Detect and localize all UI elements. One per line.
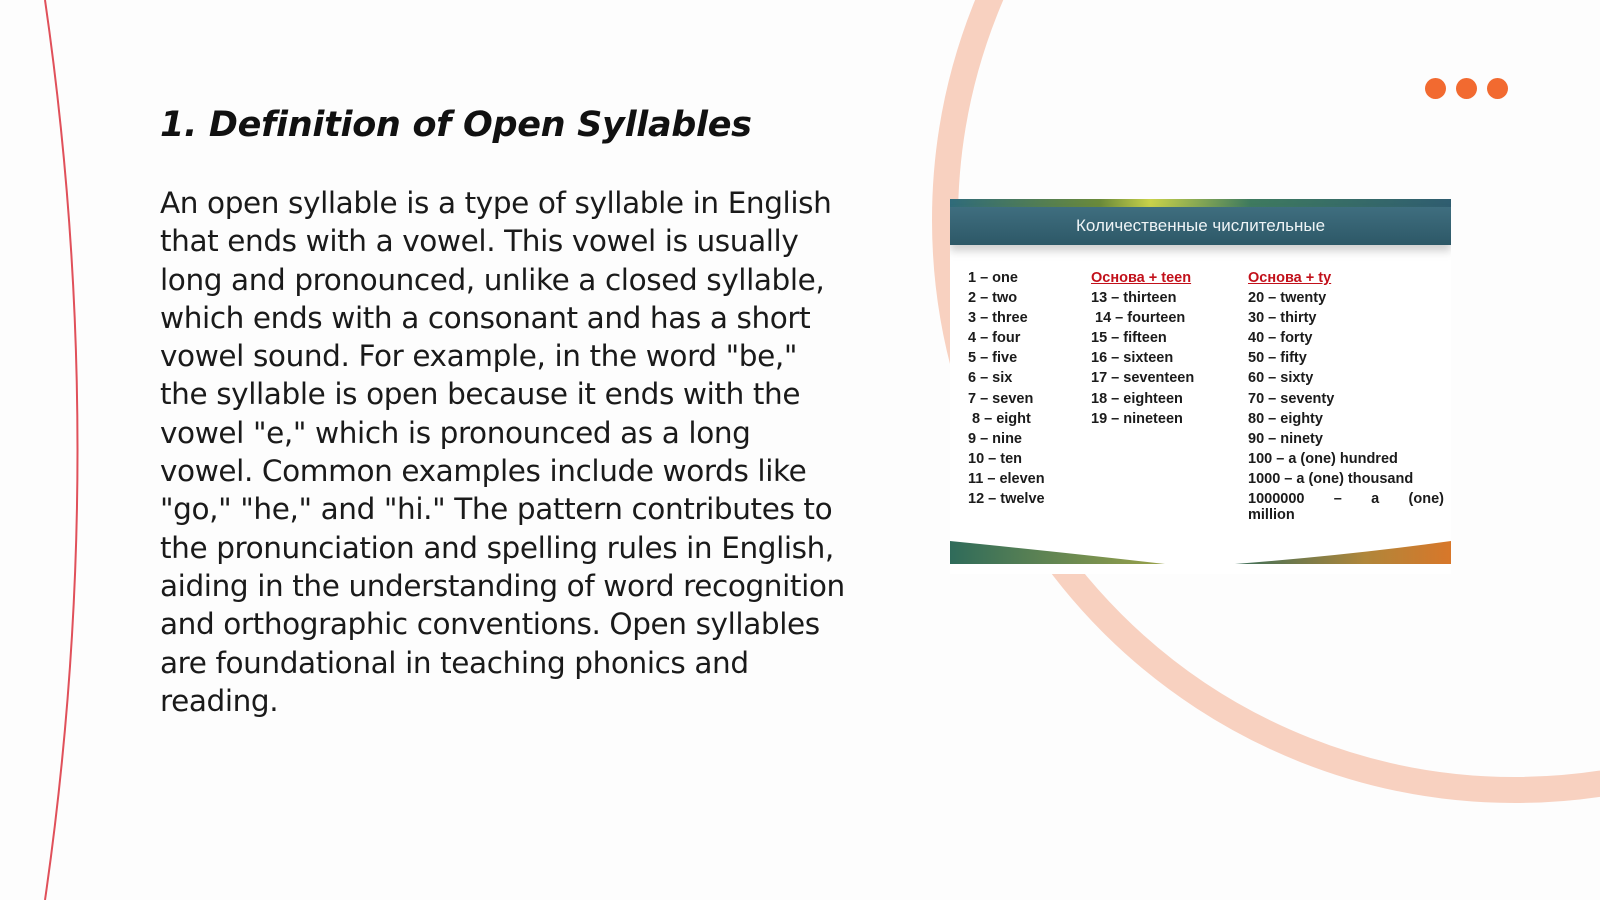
numeral-item: 5 – five [968, 350, 1018, 367]
numeral-item: 10 – ten [968, 450, 1022, 467]
image-header: Количественные числительные [950, 207, 1451, 245]
numeral-item: 1000 – a (one) thousand [1248, 470, 1414, 487]
numeral-item: 16 – sixteen [1091, 350, 1174, 367]
image-top-strip [950, 199, 1451, 207]
numeral-item: 7 – seven [968, 390, 1034, 407]
dot-icon [1425, 78, 1446, 99]
numeral-item: 50 – fifty [1248, 350, 1307, 367]
left-curve-line [45, 0, 78, 900]
numeral-item: 60 – sixty [1248, 370, 1314, 387]
numeral-item: 2 – two [968, 290, 1018, 307]
numeral-item-million-cont: million [1248, 507, 1295, 524]
numeral-item: 80 – eighty [1248, 410, 1323, 427]
numeral-item: 12 – twelve [968, 491, 1045, 508]
numeral-item: 14 – fourteen [1091, 310, 1186, 327]
cardinals-column-2 [1091, 268, 1194, 429]
numeral-item: 17 – seventeen [1091, 370, 1195, 387]
numerals-image [950, 199, 1451, 574]
numeral-item: 8 – eight [968, 410, 1031, 427]
numeral-item: 13 – thirteen [1091, 290, 1177, 307]
numeral-item: 20 – twenty [1248, 290, 1327, 307]
column-heading: Основа + teen [1091, 270, 1192, 286]
numeral-item: 40 – forty [1248, 330, 1313, 347]
numeral-item: 6 – six [968, 370, 1013, 387]
slide-title: 1. Definition of Open Syllables [160, 105, 752, 145]
cardinals-column-1 [968, 268, 1045, 509]
numeral-item-million: 1000000 – a (one) [1248, 491, 1444, 508]
numeral-item: 9 – nine [968, 430, 1022, 447]
dot-icon [1487, 78, 1508, 99]
numeral-item: 19 – nineteen [1091, 410, 1183, 427]
image-bottom-wave [950, 541, 1451, 574]
dot-icon [1456, 78, 1477, 99]
numeral-item: 70 – seventy [1248, 390, 1335, 407]
numeral-item: 100 – a (one) hundred [1248, 450, 1398, 467]
numeral-item: 4 – four [968, 330, 1021, 347]
column-heading: Основа + ty [1248, 270, 1332, 286]
numeral-item: 1 – one [968, 270, 1018, 286]
numeral-item: 3 – three [968, 310, 1028, 327]
numeral-item: 15 – fifteen [1091, 330, 1167, 347]
slide-body-text: An open syllable is a type of syllable in English that ends with a vowel. This vowel is usually long and pronounced, unlike a closed syllable, which ends with a consonant and has a short vowel sound. For example, in the word "be," the syllable is open because it ends with the vowel "e," which is pronounced as a long vowel. Common examples include words like "go," "he," and "hi." The pattern contributes to the pronunciation and spelling rules in English, aiding in the understanding of word recognition and orthographic conventions. Open syllables are foundational in teaching phonics and reading. [160, 186, 845, 718]
cardinals-column-3 [1248, 268, 1444, 523]
numeral-item: 30 – thirty [1248, 310, 1317, 327]
menu-dots [1425, 78, 1508, 99]
numeral-item: 90 – ninety [1248, 430, 1323, 447]
numeral-item: 11 – eleven [968, 470, 1045, 487]
numeral-item: 18 – eighteen [1091, 390, 1183, 407]
